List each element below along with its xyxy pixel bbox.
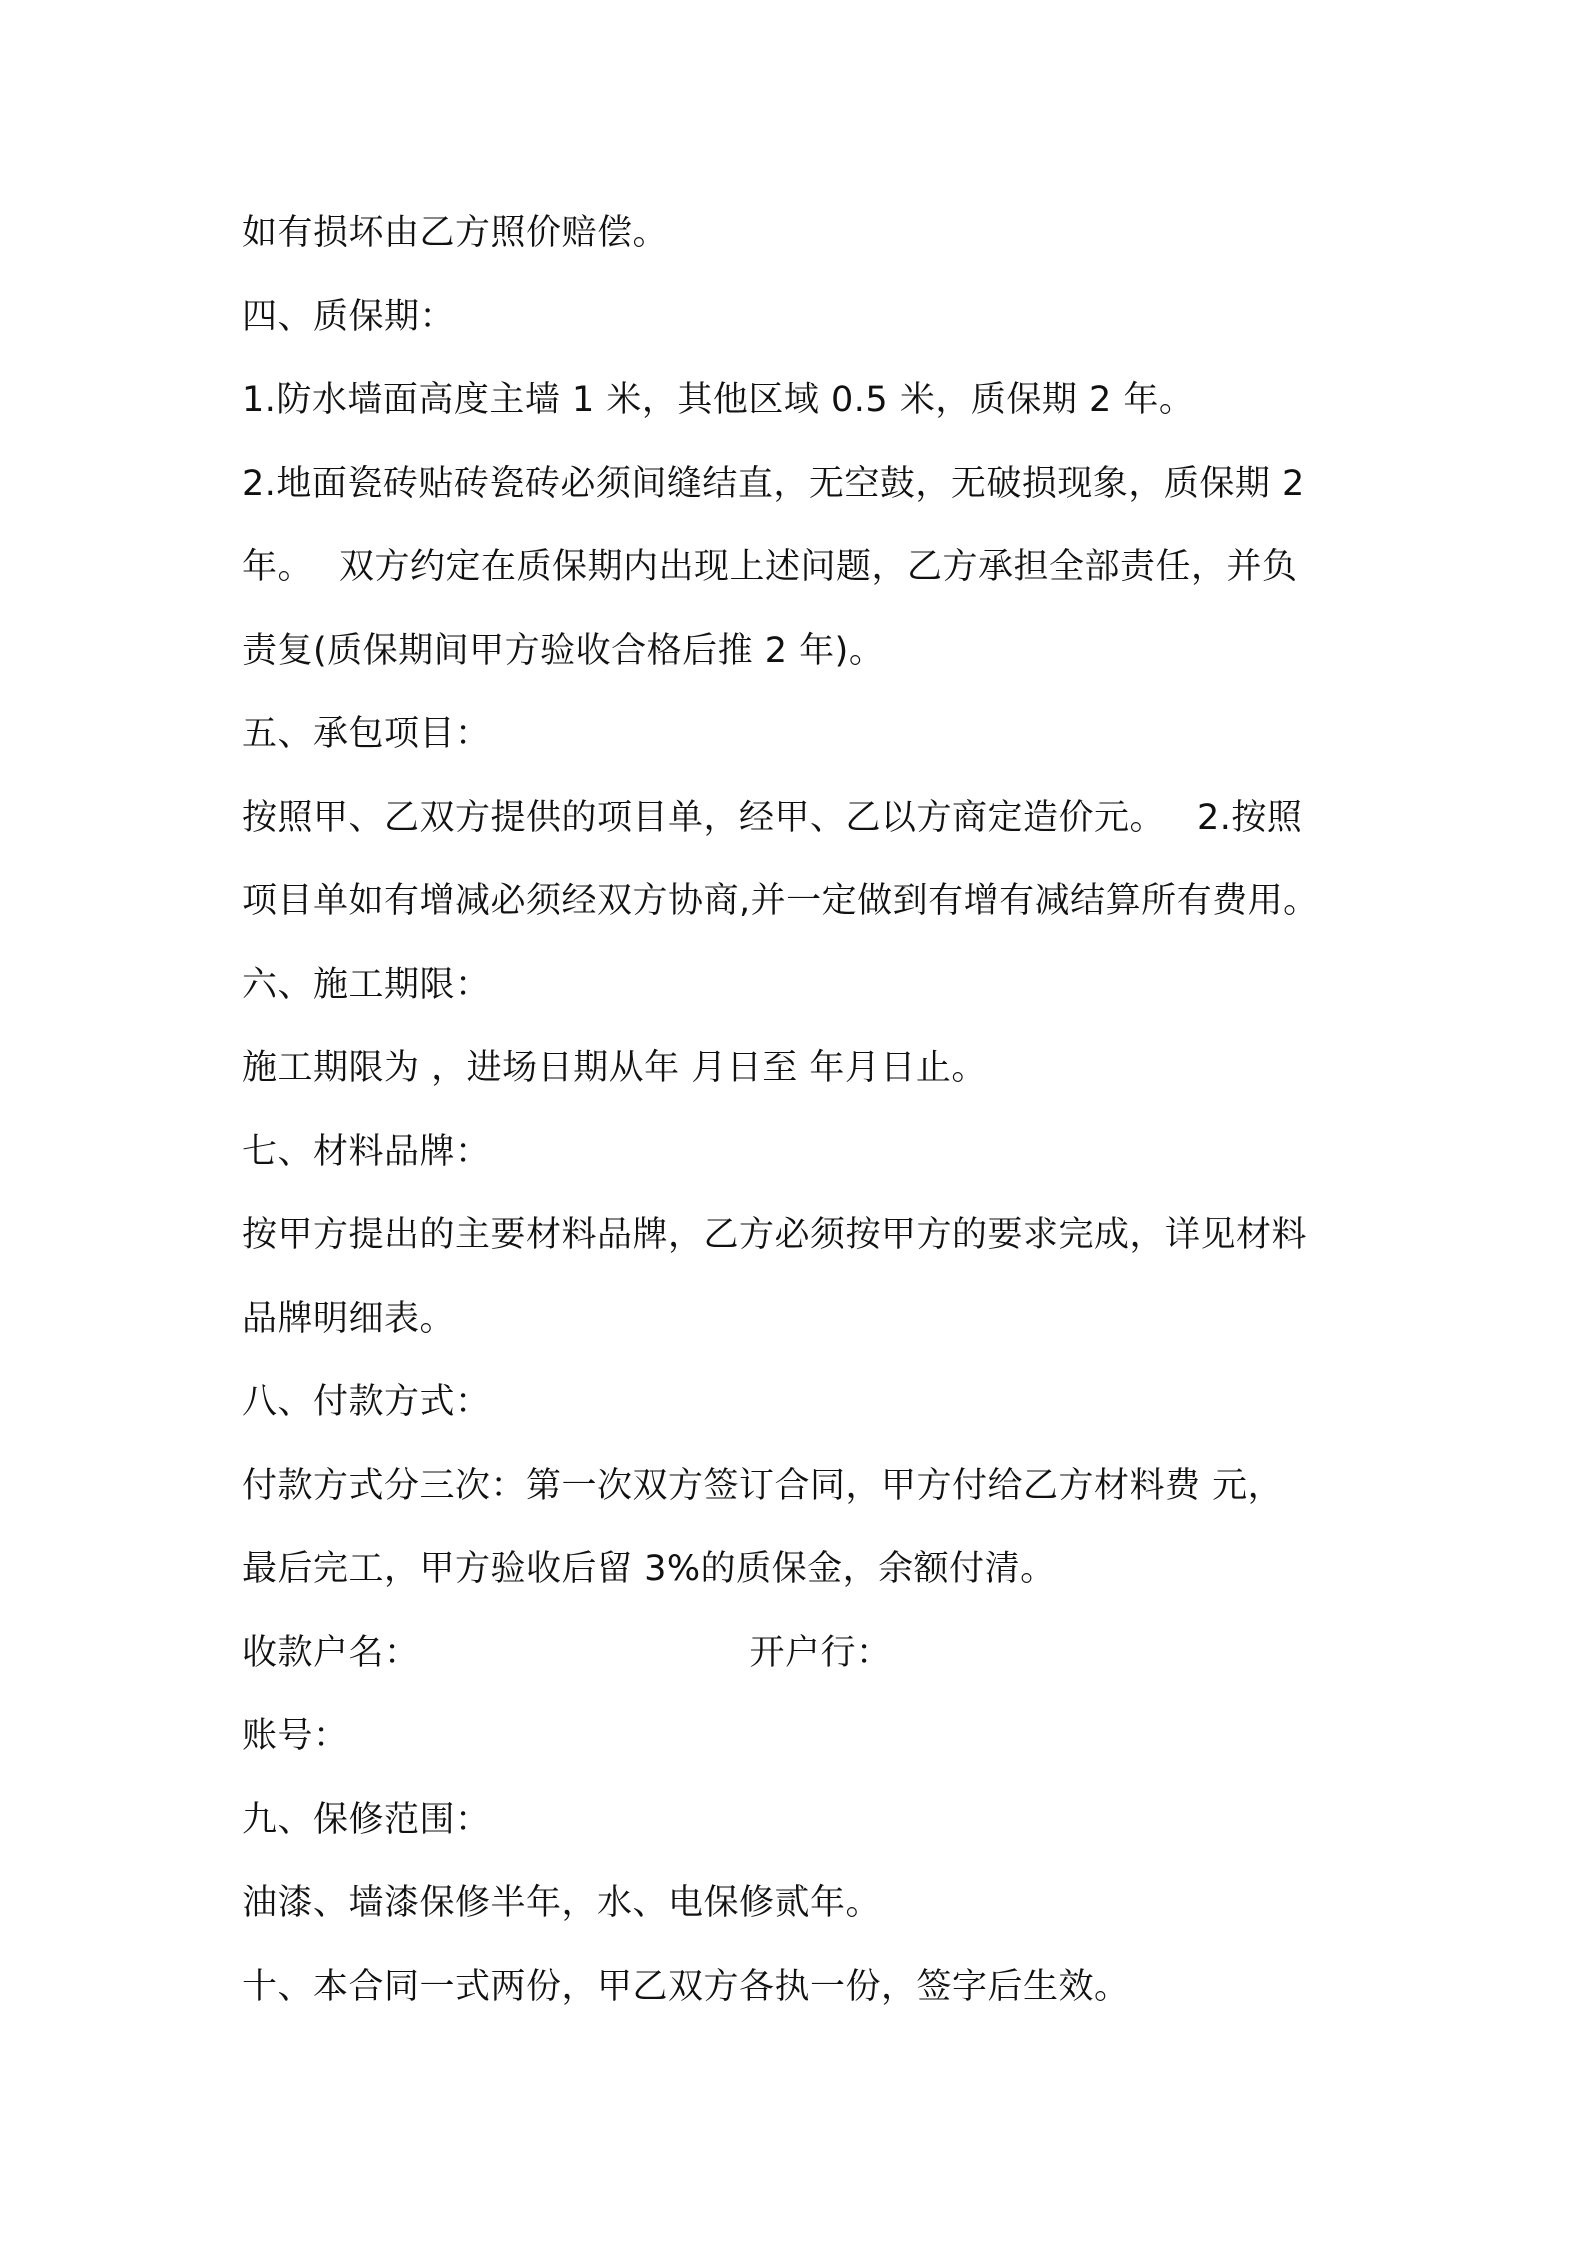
section-heading-construction-period: 六、施工期限： xyxy=(242,964,491,1005)
contract-items-second-clause-start: 2.按照 xyxy=(1197,797,1303,838)
paragraph-damage-compensation: 如有损坏由乙方照价赔偿。 xyxy=(242,213,669,253)
payee-name-label: 收款户名： xyxy=(242,1632,420,1673)
bank-label: 开户行： xyxy=(749,1632,892,1673)
warranty-scope-details: 油漆、墙漆保修半年，水、电保修贰年。 xyxy=(242,1883,882,1923)
section-contract-copies: 十、本合同一式两份，甲乙双方各执一份，签字后生效。 xyxy=(242,1966,1130,2007)
payment-installments: 付款方式分三次：第一次双方签订合同，甲方付给乙方材料费 元， xyxy=(242,1465,1284,1506)
contract-items-changes: 项目单如有增减必须经双方协商,并一定做到有增有减结算所有费用。 xyxy=(242,881,1319,921)
section-heading-payment: 八、付款方式： xyxy=(242,1382,491,1422)
section-heading-warranty: 四、质保期： xyxy=(242,296,456,337)
warranty-responsibility-text: 双方约定在质保期内出现上述问题，乙方承担全部责任，并负 xyxy=(339,547,1298,587)
payment-final: 最后完工，甲方验收后留 3%的质保金，余额付清。 xyxy=(242,1549,1056,1589)
warranty-item-waterproof: 1.防水墙面高度主墙 1 米，其他区域 0.5 米，质保期 2 年。 xyxy=(242,380,1195,420)
section-heading-contract-items: 五、承包项目： xyxy=(242,714,491,754)
material-brand-requirement: 按甲方提出的主要材料品牌，乙方必须按甲方的要求完成，详见材料 xyxy=(242,1215,1308,1255)
material-brand-list: 品牌明细表。 xyxy=(242,1298,456,1339)
contract-items-pricing-text: 按照甲、乙双方提供的项目单，经甲、乙以方商定造价元。 xyxy=(242,797,1166,838)
construction-period-dates: 施工期限为 ，进场日期从年 月日至 年月日止。 xyxy=(242,1048,987,1088)
account-number-label: 账号： xyxy=(242,1716,349,1756)
contract-items-pricing xyxy=(242,777,1382,861)
section-heading-material-brand: 七、材料品牌： xyxy=(242,1131,491,1172)
warranty-repair-clause: 责复(质保期间甲方验收合格后推 2 年)。 xyxy=(242,630,885,671)
payee-bank-row xyxy=(242,1612,1382,1696)
contract-text xyxy=(242,192,1382,2029)
section-heading-warranty-scope: 九、保修范围： xyxy=(242,1799,491,1840)
warranty-item-tiles-continued xyxy=(242,526,1382,610)
warranty-item-tiles: 2.地面瓷砖贴砖瓷砖必须间缝结直，无空鼓，无破损现象，质保期 2 xyxy=(242,463,1305,504)
warranty-year-text: 年。 xyxy=(242,547,314,587)
